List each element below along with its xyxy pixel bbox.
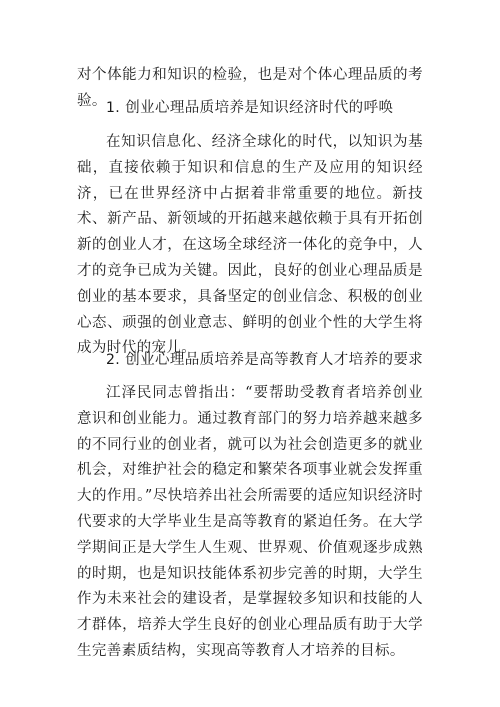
section-2-heading	[106, 350, 423, 370]
section-2-title: 创业心理品质培养是高等教育人才培养的要求	[125, 352, 424, 368]
section-1-paragraph: 在知识信息化、经济全球化的时代，以知识为基础，直接依赖于知识和信息的生产及应用的知识经济，已在世界经济中占据着非常重要的地位。新技术、新产品、新领域的开拓越来越依赖于具有开拓创新的创业人才，在这场全球经济一体化的竞争中，人才的竞争已成为关键。因此，良好的创业心理品质是创业的基本要求，具备坚定的创业信念、积极的创业心态、顽强的创业意志、鲜明的创业个性的大学生将成为时代的宠儿。	[77, 134, 423, 357]
section-2-number: 2.	[106, 352, 121, 368]
section-2-paragraph: 江泽民同志曾指出：“要帮助受教育者培养创业意识和创业能力。通过教育部门的努力培养越来越多的不同行业的创业者，就可以为社会创造更多的就业机会，对维护社会的稳定和繁荣各项事业就会发挥重大的作用。”尽快培养出社会所需要的适应知识经济时代要求的大学毕业生是高等教育的紧迫任务。在大学学期间正是大学生人生观、世界观、价值观逐步成熟的时期，也是知识技能体系初步完善的时期，大学生作为未来社会的建设者，是掌握较多知识和技能的人才群体，培养大学生良好的创业心理品质有助于大学生完善素质结构，实现高等教育人才培养的目标。	[77, 385, 423, 659]
intro-paragraph-line: 对个体能力和知识的检验，也是对个体心理品质的考验。	[77, 67, 423, 109]
section-1-title: 创业心理品质培养是知识经济时代的呼唤	[125, 100, 394, 116]
section-1-number: 1.	[106, 100, 121, 116]
section-1-heading	[106, 98, 393, 118]
